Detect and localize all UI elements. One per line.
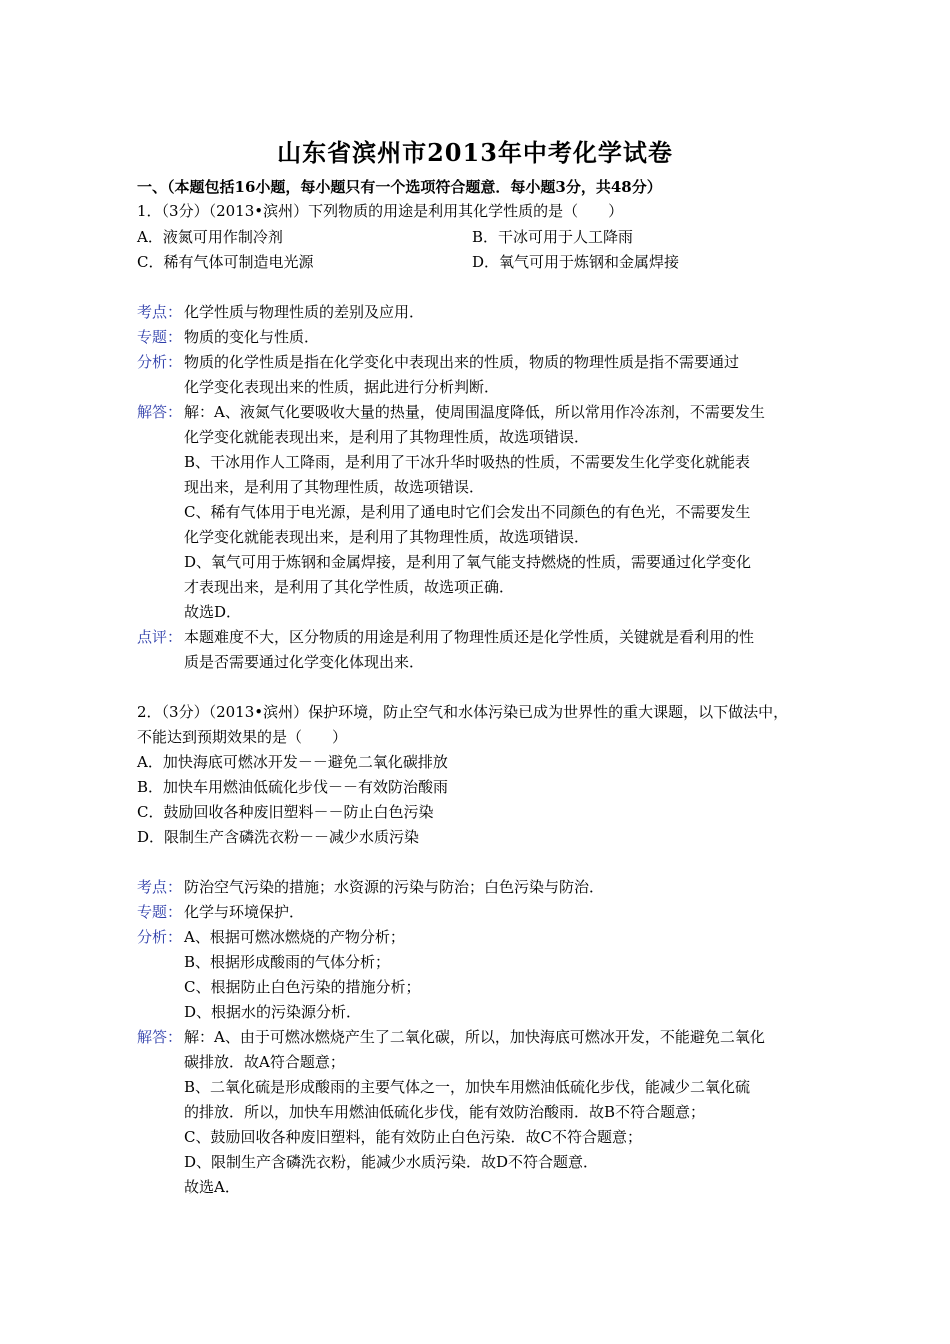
q1-dianping-line: 质是否需要通过化学变化体现出来． <box>184 653 425 671</box>
q2-option-b: B．加快车用燃油低硫化步伐－－有效防治酸雨 <box>137 778 449 796</box>
q2-jieda-line: 的排放．所以，加快车用燃油低硫化步伐，能有效防治酸雨．故B不符合题意； <box>184 1103 706 1121</box>
q2-fenxi-line: D、根据水的污染源分析． <box>184 1003 362 1021</box>
q1-option-a: A．液氮可用作制冷剂 <box>137 228 283 246</box>
q2-stem: 2．（3分）（2013•滨州）保护环境，防止空气和水体污染已成为世界性的重大课题，以下做法中， <box>137 703 789 721</box>
q1-dianping-label: 点评： <box>137 628 183 646</box>
q2-zhuanti-label: 专题： <box>137 903 183 921</box>
q2-kaodian-text: 防治空气污染的措施；水资源的污染与防治；白色污染与防治． <box>184 878 605 896</box>
q2-jieda-line: C、鼓励回收各种废旧塑料，能有效防止白色污染．故C不符合题意； <box>184 1128 642 1146</box>
q1-jieda-line: 化学变化就能表现出来，是利用了其物理性质，故选项错误． <box>184 428 590 446</box>
q2-option-d: D．限制生产含磷洗衣粉－－减少水质污染 <box>137 828 420 846</box>
page-title: 山东省滨州市2013年中考化学试卷 <box>277 138 673 167</box>
q2-stem: 不能达到预期效果的是（ ） <box>137 728 348 746</box>
q1-jieda-line: C、稀有气体用于电光源，是利用了通电时它们会发出不同颜色的有色光，不需要发生 <box>184 503 751 521</box>
q1-jieda-line: 化学变化就能表现出来，是利用了其物理性质，故选项错误． <box>184 528 590 546</box>
q1-kaodian-label: 考点： <box>137 303 183 321</box>
q1-jieda-label: 解答： <box>137 403 183 421</box>
q1-option-d: D．氧气可用于炼钢和金属焊接 <box>472 253 680 271</box>
q1-kaodian-text: 化学性质与物理性质的差别及应用． <box>184 303 425 321</box>
q2-fenxi-line: A、根据可燃冰燃烧的产物分析； <box>184 928 405 946</box>
q2-jieda-line: B、二氧化硫是形成酸雨的主要气体之一，加快车用燃油低硫化步伐，能减少二氧化硫 <box>184 1078 751 1096</box>
q1-jieda-line: B、干冰用作人工降雨，是利用了干冰升华时吸热的性质，不需要发生化学变化就能表 <box>184 453 751 471</box>
q2-option-c: C．鼓励回收各种废旧塑料－－防止白色污染 <box>137 803 434 821</box>
q1-zhuanti-label: 专题： <box>137 328 183 346</box>
q1-jieda-line: D、氧气可用于炼钢和金属焊接，是利用了氧气能支持燃烧的性质，需要通过化学变化 <box>184 553 752 571</box>
q2-jieda-line: 碳排放．故A符合题意； <box>184 1053 345 1071</box>
q1-jieda-line: 故选D． <box>184 603 242 621</box>
q2-jieda-line: D、限制生产含磷洗衣粉，能减少水质污染．故D不符合题意． <box>184 1153 599 1171</box>
q1-dianping-line: 本题难度不大，区分物质的用途是利用了物理性质还是化学性质，关键就是看利用的性 <box>184 628 755 646</box>
q1-option-c: C．稀有气体可制造电光源 <box>137 253 314 271</box>
q1-fenxi-line: 物质的化学性质是指在化学变化中表现出来的性质，物质的物理性质是指不需要通过 <box>184 353 740 371</box>
q2-option-a: A．加快海底可燃冰开发－－避免二氧化碳排放 <box>137 753 448 771</box>
q2-fenxi-line: C、根据防止白色污染的措施分析； <box>184 978 421 996</box>
q1-stem: 1．（3分）（2013•滨州）下列物质的用途是利用其化学性质的是（ ） <box>137 202 624 220</box>
q2-fenxi-line: B、根据形成酸雨的气体分析； <box>184 953 391 971</box>
q2-jieda-line: 故选A． <box>184 1178 240 1196</box>
q1-jieda-line: 才表现出来，是利用了其化学性质，故选项正确． <box>184 578 515 596</box>
q1-option-b: B．干冰可用于人工降雨 <box>472 228 634 246</box>
q2-zhuanti-text: 化学与环境保护． <box>184 903 305 921</box>
q2-fenxi-label: 分析： <box>137 928 183 946</box>
q1-fenxi-label: 分析： <box>137 353 183 371</box>
q2-jieda-line: 解：A、由于可燃冰燃烧产生了二氧化碳，所以，加快海底可燃冰开发，不能避免二氧化 <box>184 1028 765 1046</box>
q1-jieda-line: 解：A、液氮气化要吸收大量的热量，使周围温度降低，所以常用作冷冻剂，不需要发生 <box>184 403 765 421</box>
q1-zhuanti-text: 物质的变化与性质． <box>184 328 320 346</box>
q1-fenxi-line: 化学变化表现出来的性质，据此进行分析判断． <box>184 378 500 396</box>
section-heading: 一、（本题包括16小题，每小题只有一个选项符合题意．每小题3分，共48分） <box>137 178 662 196</box>
q2-kaodian-label: 考点： <box>137 878 183 896</box>
q1-jieda-line: 现出来，是利用了其物理性质，故选项错误． <box>184 478 485 496</box>
q2-jieda-label: 解答： <box>137 1028 183 1046</box>
